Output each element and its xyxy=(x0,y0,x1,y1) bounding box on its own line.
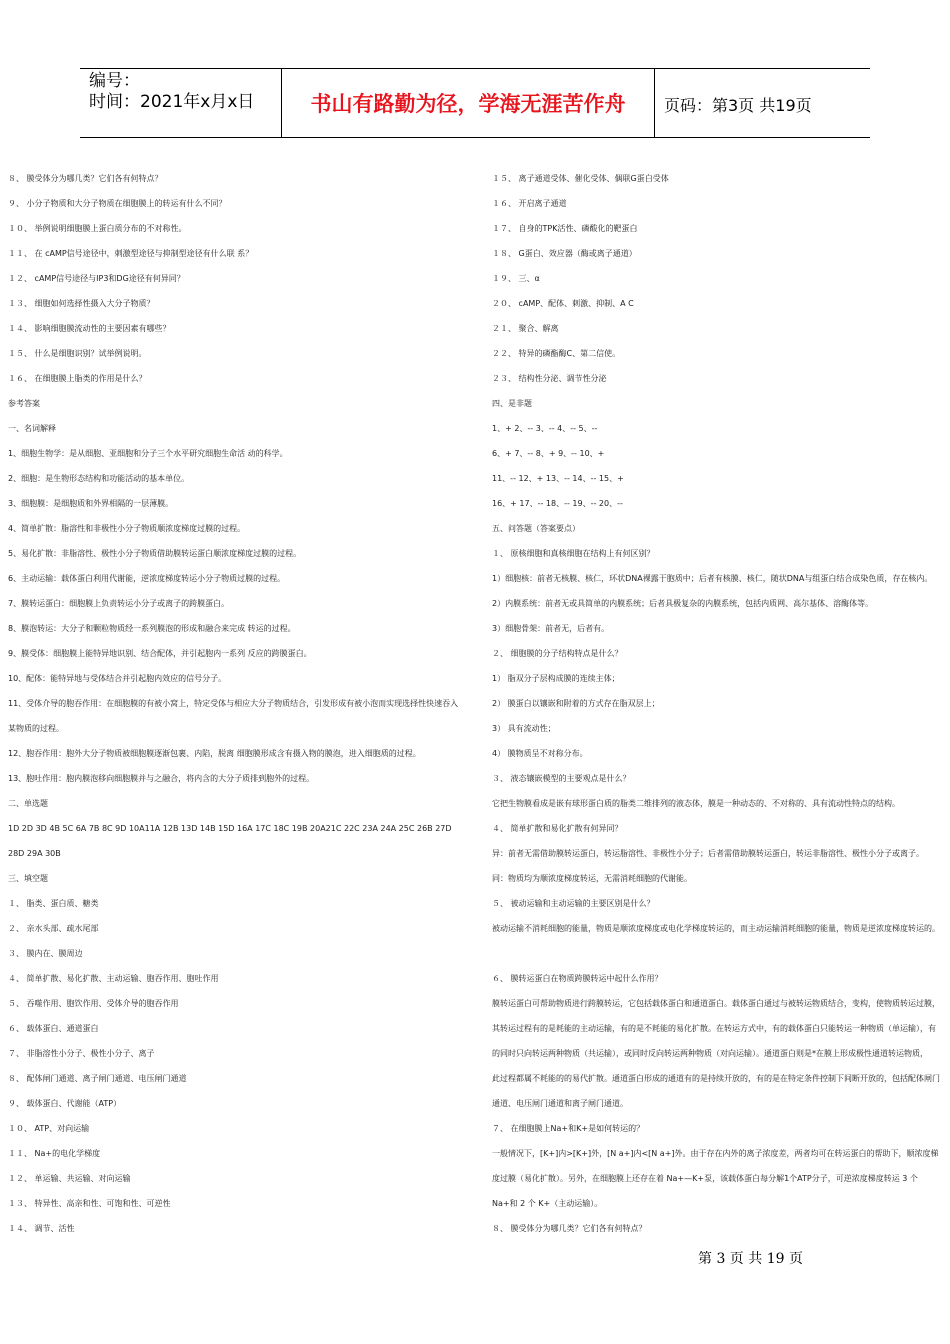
text-line: 四、是非题 xyxy=(492,399,532,408)
right-column-part-a xyxy=(492,166,944,941)
header-motto-cell xyxy=(281,69,655,137)
text-line: １３、 特异性、高亲和性、可饱和性、可逆性 xyxy=(8,1199,171,1208)
text-line: 五、问答题（答案要点） xyxy=(492,524,580,533)
text-line: １４、 影响细胞膜流动性的主要因素有哪些？ xyxy=(8,324,171,333)
text-line: 5、易化扩散：非脂溶性、极性小分子物质借助膜转运蛋白顺浓度梯度过膜的过程。 xyxy=(8,549,302,558)
text-line: ２３、 结构性分泌、调节性分泌 xyxy=(492,374,607,383)
text-line: 二、单选题 xyxy=(8,799,48,808)
text-line: 11、受体介导的胞吞作用：在细胞膜的有被小窝上，特定受体与相应大分子物质结合，引发形成有被小泡而实现选择性快速吞入 xyxy=(8,699,459,708)
text-line: 8、膜泡转运：大分子和颗粒物质经一系列膜泡的形成和融合来完成 转运的过程。 xyxy=(8,624,296,633)
text-line: 7、膜转运蛋白：细胞膜上负责转运小分子或离子的跨膜蛋白。 xyxy=(8,599,230,608)
text-line: 1）细胞核：前者无核膜、核仁，环状DNA裸露于胞质中；后者有核膜、核仁，随状DNA与组蛋白结合成染色质，存在核内。 xyxy=(492,574,933,583)
text-line: 膜转运蛋白可帮助物质进行跨膜转运，它包括载体蛋白和通道蛋白。载体蛋白通过与被转运物质结合，变构，使物质转运过膜， xyxy=(492,999,940,1008)
text-line: 28D 29A 30B xyxy=(8,849,61,858)
text-line: 12、胞吞作用：胞外大分子物质被细胞膜逐渐包裹、内陷，脱离 细胞膜形成含有摄入物的膜泡，进入细胞质的过程。 xyxy=(8,749,421,758)
text-line: 6、主动运输：载体蛋白利用代谢能，逆浓度梯度转运小分子物质过膜的过程。 xyxy=(8,574,286,583)
page-footer: 第 3 页 共 19 页 xyxy=(698,1251,803,1267)
text-line: １、 脂类、蛋白质、糖类 xyxy=(8,899,99,908)
text-line: ８、 膜受体分为哪几类？它们各有何特点？ xyxy=(8,174,163,183)
text-line: 的同时只向转运两种物质（共运输），或同时反向转运两种物质（对向运输）。通道蛋白则是*在膜上形成极性通道转运物质， xyxy=(492,1049,928,1058)
text-line: 3） 具有流动性； xyxy=(492,724,556,733)
text-line: １、 原核细胞和真核细胞在结构上有何区别？ xyxy=(492,549,655,558)
text-line: １１、 Na+的电化学梯度 xyxy=(8,1149,101,1158)
text-line: ４、 简单扩散、易化扩散、主动运输、胞吞作用、胞吐作用 xyxy=(8,974,219,983)
text-line: 10、配体：能特异地与受体结合并引起胞内效应的信号分子。 xyxy=(8,674,227,683)
text-line: 1、+ 2、-- 3、-- 4、-- 5、-- xyxy=(492,424,598,433)
text-line: 此过程都属不耗能的的易代扩散。通道蛋白形成的通道有的是持续开放的，有的是在特定条件控制下间断开放的，包括配体闸门 xyxy=(492,1074,940,1083)
header-page-info: 页码：第3页 共19页 xyxy=(664,96,812,115)
text-line: 1） 脂双分子层构成膜的连续主体； xyxy=(492,674,620,683)
text-line: ５、 吞噬作用、胞饮作用、受体介导的胞吞作用 xyxy=(8,999,179,1008)
text-line: １５、 什么是细胞识别？试举例说明。 xyxy=(8,349,147,358)
text-line: Na+和 2 个 K+（主动运输）。 xyxy=(492,1199,603,1208)
text-line: ５、 被动运输和主动运输的主要区别是什么？ xyxy=(492,899,655,908)
text-line: 一般情况下，[K+]内>[K+]外，[N a+]内<[N a+]外。由于存在内外的离子浓度差，两者均可在转运蛋白的帮助下，顺浓度梯 xyxy=(492,1149,939,1158)
text-line: 三、填空题 xyxy=(8,874,48,883)
header-motto: 书山有路勤为径，学海无涯苦作舟 xyxy=(310,91,626,116)
text-line: ８、 膜受体分为哪几类？它们各有何特点？ xyxy=(492,1224,647,1233)
text-line: ４、 简单扩散和易化扩散有何异同？ xyxy=(492,824,623,833)
text-line: 3、细胞膜：是细胞质和外界相隔的一层薄膜。 xyxy=(8,499,174,508)
right-column-part-b xyxy=(492,966,944,1241)
text-line: 其转运过程有的是耗能的主动运输，有的是不耗能的易化扩散。在转运方式中，有的载体蛋白只能转运一种物质（单运输），有 xyxy=(492,1024,936,1033)
text-line: 4、简单扩散：脂溶性和非极性小分子物质顺浓度梯度过膜的过程。 xyxy=(8,524,246,533)
text-line: 9、膜受体：细胞膜上能特异地识别、结合配体，并引起胞内一系列 反应的跨膜蛋白。 xyxy=(8,649,312,658)
text-line: １０、 举例说明细胞膜上蛋白质分布的不对称性。 xyxy=(8,224,187,233)
text-line: ２１、 聚合、解离 xyxy=(492,324,559,333)
text-line: 6、+ 7、-- 8、+ 9、-- 10、+ xyxy=(492,449,605,458)
text-line: 通道、电压闸门通道和离子闸门通道。 xyxy=(492,1099,628,1108)
text-line: ８、 配体闸门通道、离子闸门通道、电压闸门通道 xyxy=(8,1074,187,1083)
text-line: １０、 ATP、对向运输 xyxy=(8,1124,90,1133)
text-line: ６、 载体蛋白、通道蛋白 xyxy=(8,1024,99,1033)
text-line: 同：物质均为顺浓度梯度转运，无需消耗细胞的代谢能。 xyxy=(492,874,692,883)
text-line: 3）细胞骨架：前者无，后者有。 xyxy=(492,624,610,633)
text-line: ２２、 特异的磷酯酶C、第二信使。 xyxy=(492,349,621,358)
header-number-label: 编号： xyxy=(89,71,140,91)
text-line: 它把生物膜看成是嵌有球形蛋白质的脂类二维排列的液态体，膜是一种动态的、不对称的、具有流动性特点的结构。 xyxy=(492,799,900,808)
blank-gap xyxy=(492,941,944,966)
text-line: ６、 膜转运蛋白在物质跨膜转运中起什么作用？ xyxy=(492,974,663,983)
text-line: １１、 在 cAMP信号途径中，刺激型途径与抑制型途径有什么联 系？ xyxy=(8,249,254,258)
header-date: 时间：2021年x月x日 xyxy=(89,92,255,112)
text-line: 2、细胞：是生物形态结构和功能活动的基本单位。 xyxy=(8,474,190,483)
text-line: 被动运输不消耗细胞的能量，物质是顺浓度梯度或电化学梯度转运的，而主动运输消耗细胞的能量，物质是逆浓度梯度转运的。 xyxy=(492,924,940,933)
text-line: １２、 cAMP信号途径与IP3和DG途径有何异同？ xyxy=(8,274,185,283)
text-line: 13、胞吐作用：胞内膜泡移向细胞膜并与之融合，将内含的大分子质排到胞外的过程。 xyxy=(8,774,315,783)
text-line: ７、 非脂溶性小分子、极性小分子、离子 xyxy=(8,1049,155,1058)
text-line: 1D 2D 3D 4B 5C 6A 7B 8C 9D 10A11A 12B 13D 14B 15D 16A 17C 18C 19B 20A21C 22C 23A 24A 25C 26B 27D xyxy=(8,824,452,833)
text-line: 参考答案 xyxy=(8,399,40,408)
text-line: 度过膜（易化扩散）。另外，在细胞膜上还存在着 Na+—K+泵，该载体蛋白每分解1个ATP分子，可逆浓度梯度转运 3 个 xyxy=(492,1174,918,1183)
text-line: ９、 载体蛋白、代谢能（ATP） xyxy=(8,1099,122,1108)
right-column xyxy=(492,166,944,1241)
text-line: １４、 调节、活性 xyxy=(8,1224,75,1233)
text-line: ３、 液态镶嵌模型的主要观点是什么？ xyxy=(492,774,631,783)
text-line: ３、 膜内在、膜周边 xyxy=(8,949,83,958)
page-header xyxy=(80,68,870,138)
text-line: １６、 在细胞膜上脂类的作用是什么？ xyxy=(8,374,147,383)
text-line: １８、 G蛋白、效应器（酶或离子通道） xyxy=(492,249,637,258)
text-line: ７、 在细胞膜上Na+和K+是如何转运的？ xyxy=(492,1124,645,1133)
text-line: １６、 开启离子通道 xyxy=(492,199,567,208)
text-line: 某物质的过程。 xyxy=(8,724,64,733)
text-line: ２、 细胞膜的分子结构特点是什么？ xyxy=(492,649,623,658)
text-line: １７、 自身的TPK活性、磷酸化的靶蛋白 xyxy=(492,224,638,233)
text-line: ２、 亲水头部、疏水尾部 xyxy=(8,924,99,933)
text-line: 异：前者无需借助膜转运蛋白，转运脂溶性、非极性小分子；后者需借助膜转运蛋白，转运非脂溶性、极性小分子或离子。 xyxy=(492,849,924,858)
text-line: 4） 膜物质呈不对称分布。 xyxy=(492,749,588,758)
text-line: １５、 离子通道受体、催化受体、偶联G蛋白受体 xyxy=(492,174,669,183)
header-meta xyxy=(89,71,279,113)
left-column xyxy=(8,166,478,1241)
text-line: 2）内膜系统：前者无或具简单的内膜系统；后者具极复杂的内膜系统，包括内质网、高尔基体、溶酶体等。 xyxy=(492,599,874,608)
text-line: 1、细胞生物学：是从细胞、亚细胞和分子三个水平研究细胞生命活 动的科学。 xyxy=(8,449,288,458)
text-line: １２、 单运输、共运输、对向运输 xyxy=(8,1174,131,1183)
text-line: ９、 小分子物质和大分子物质在细胞膜上的转运有什么不同？ xyxy=(8,199,227,208)
text-line: 一、名词解释 xyxy=(8,424,56,433)
text-line: 2） 膜蛋白以镶嵌和附着的方式存在脂双层上； xyxy=(492,699,660,708)
text-line: １３、 细胞如何选择性摄入大分子物质？ xyxy=(8,299,155,308)
text-line: 16、+ 17、-- 18、-- 19、-- 20、-- xyxy=(492,499,623,508)
text-line: １９、 三、α xyxy=(492,274,540,283)
text-line: ２０、 cAMP、配体、刺激、抑制、A C xyxy=(492,299,634,308)
text-line: 11、-- 12、+ 13、-- 14、-- 15、+ xyxy=(492,474,624,483)
